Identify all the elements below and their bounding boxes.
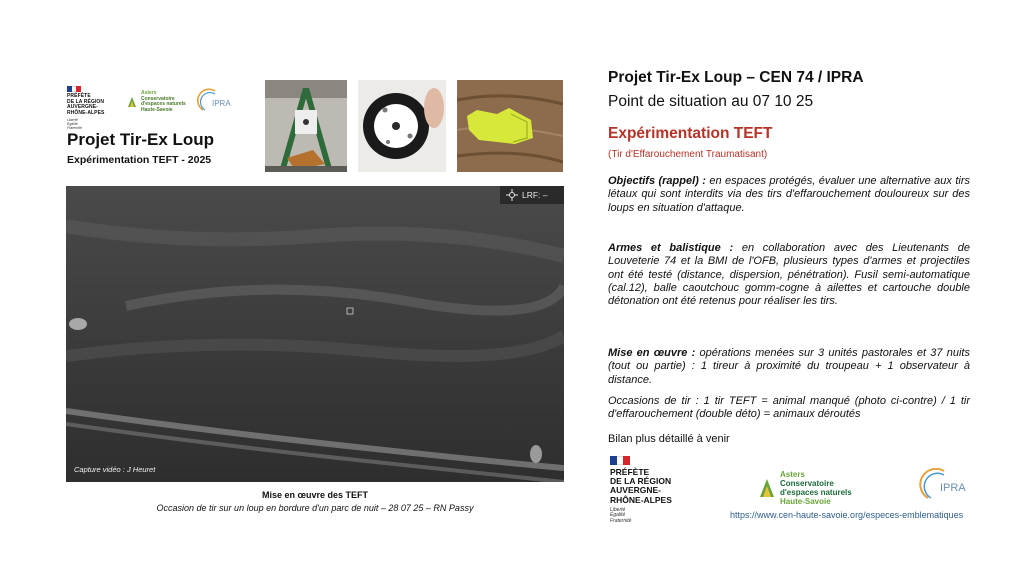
asters-leaf-icon: [758, 477, 776, 499]
prefecture-motto: Égalité: [610, 512, 626, 519]
asters-line: d'espaces naturels: [141, 101, 186, 108]
ipra-logo-small: [195, 88, 235, 114]
thermal-video-capture: [66, 186, 564, 482]
prefecture-motto: Liberté: [610, 506, 626, 513]
mise-en-oeuvre-paragraph: [608, 347, 970, 387]
section-title: Expérimentation TEFT: [608, 125, 773, 142]
marianne-flag-icon: [67, 86, 81, 92]
prefecture-line: PRÉFÈTE: [67, 93, 91, 99]
page-title-left: Projet Tir-Ex Loup: [67, 130, 215, 149]
caption-text: Occasion de tir sur un loup en bordure d'un parc de nuit – 28 07 25 – RN Passy: [156, 503, 474, 513]
prefecture-line: DE LA RÉGION: [610, 476, 672, 487]
asters-line: Conservatoire: [141, 95, 175, 102]
armes-label: Armes et balistique :: [608, 242, 734, 254]
photo-target-stand: [265, 80, 347, 172]
ipra-label: IPRA: [212, 99, 231, 108]
asters-line: Haute-Savoie: [780, 497, 831, 506]
asters-name: Asters: [780, 470, 805, 479]
asters-leaf-icon: [126, 95, 138, 109]
prefecture-line: AUVERGNE-: [67, 104, 98, 111]
prefecture-motto: Fraternité: [67, 126, 82, 131]
prefecture-line: RHÔNE-ALPES: [67, 109, 105, 116]
prefecture-line: RHÔNE-ALPES: [610, 494, 672, 505]
lrf-readout: [500, 186, 564, 204]
photo-impact-target: [358, 80, 446, 172]
caption-title: Mise en œuvre des TEFT: [261, 490, 369, 500]
slide-subtitle: Point de situation au 07 10 25: [608, 93, 814, 110]
prefecture-line: AUVERGNE-: [610, 485, 662, 496]
prefecture-motto: Fraternité: [610, 517, 632, 524]
asters-line: Haute-Savoie: [141, 106, 173, 113]
asters-line: Conservatoire: [780, 479, 834, 488]
website-link[interactable]: https://www.cen-haute-savoie.org/especes-emblematiques: [730, 510, 964, 520]
photo-rubber-projectile: [457, 80, 563, 172]
ipra-logo: [918, 468, 970, 502]
prefecture-logo: [610, 456, 690, 524]
lrf-label: LRF: –: [522, 190, 548, 200]
crosshair-icon: [506, 189, 518, 201]
objectifs-paragraph: [608, 175, 970, 215]
ipra-label: IPRA: [940, 482, 966, 494]
asters-line: d'espaces naturels: [780, 488, 852, 497]
mise-label: Mise en œuvre :: [608, 347, 696, 359]
asters-line: Asters: [141, 90, 157, 96]
armes-paragraph: [608, 242, 970, 308]
page-subtitle-left: Expérimentation TEFT - 2025: [67, 154, 212, 166]
asters-logo-small: [126, 91, 186, 113]
prefecture-motto: Égalité: [67, 122, 78, 127]
prefecture-line: DE LA RÉGION: [67, 98, 105, 105]
occasions-paragraph: Occasions de tir : 1 tir TEFT = animal manqué (photo ci-contre) / 1 tir d'effarouchement (double déto) = animaux déroutés: [608, 395, 970, 421]
section-subtitle: (Tir d'Effarouchement Traumatisant): [608, 149, 768, 160]
prefecture-motto: Liberté: [67, 118, 78, 123]
objectifs-label: Objectifs (rappel) :: [608, 175, 706, 187]
mise-text: opérations menées sur 3 unités pastorales et 37 nuits (tout ou partie) : 1 tireur à proximité du troupeau + 1 observateur à distance.: [608, 347, 970, 386]
prefecture-line: PRÉFÈTE: [610, 467, 650, 477]
bilan-text: Bilan plus détaillé à venir: [608, 433, 730, 445]
armes-text: en collaboration avec des Lieutenants de Louveterie 74 et la BMI de l'OFB, plusieurs types d'armes et projectiles ont été testé (distance, dispersion, pénétration). Fusil semi-automatique (cal.12), balle caoutchouc gomm-cogne à ailettes et cartouche double détonation ont été retenus pour réaliser les tirs.: [608, 242, 970, 308]
objectifs-text: en espaces protégés, évaluer une alternative aux tirs létaux qui sont interdits via des tirs d'effarouchement douloureux sur des loups en situation d'attaque.: [608, 175, 970, 214]
slide-title: Projet Tir-Ex Loup – CEN 74 / IPRA: [608, 69, 864, 86]
prefecture-logo-small: [67, 86, 117, 130]
marianne-flag-icon: [610, 456, 630, 465]
asters-logo: [758, 470, 852, 506]
video-credit: Capture vidéo : J Heuret: [74, 465, 156, 474]
